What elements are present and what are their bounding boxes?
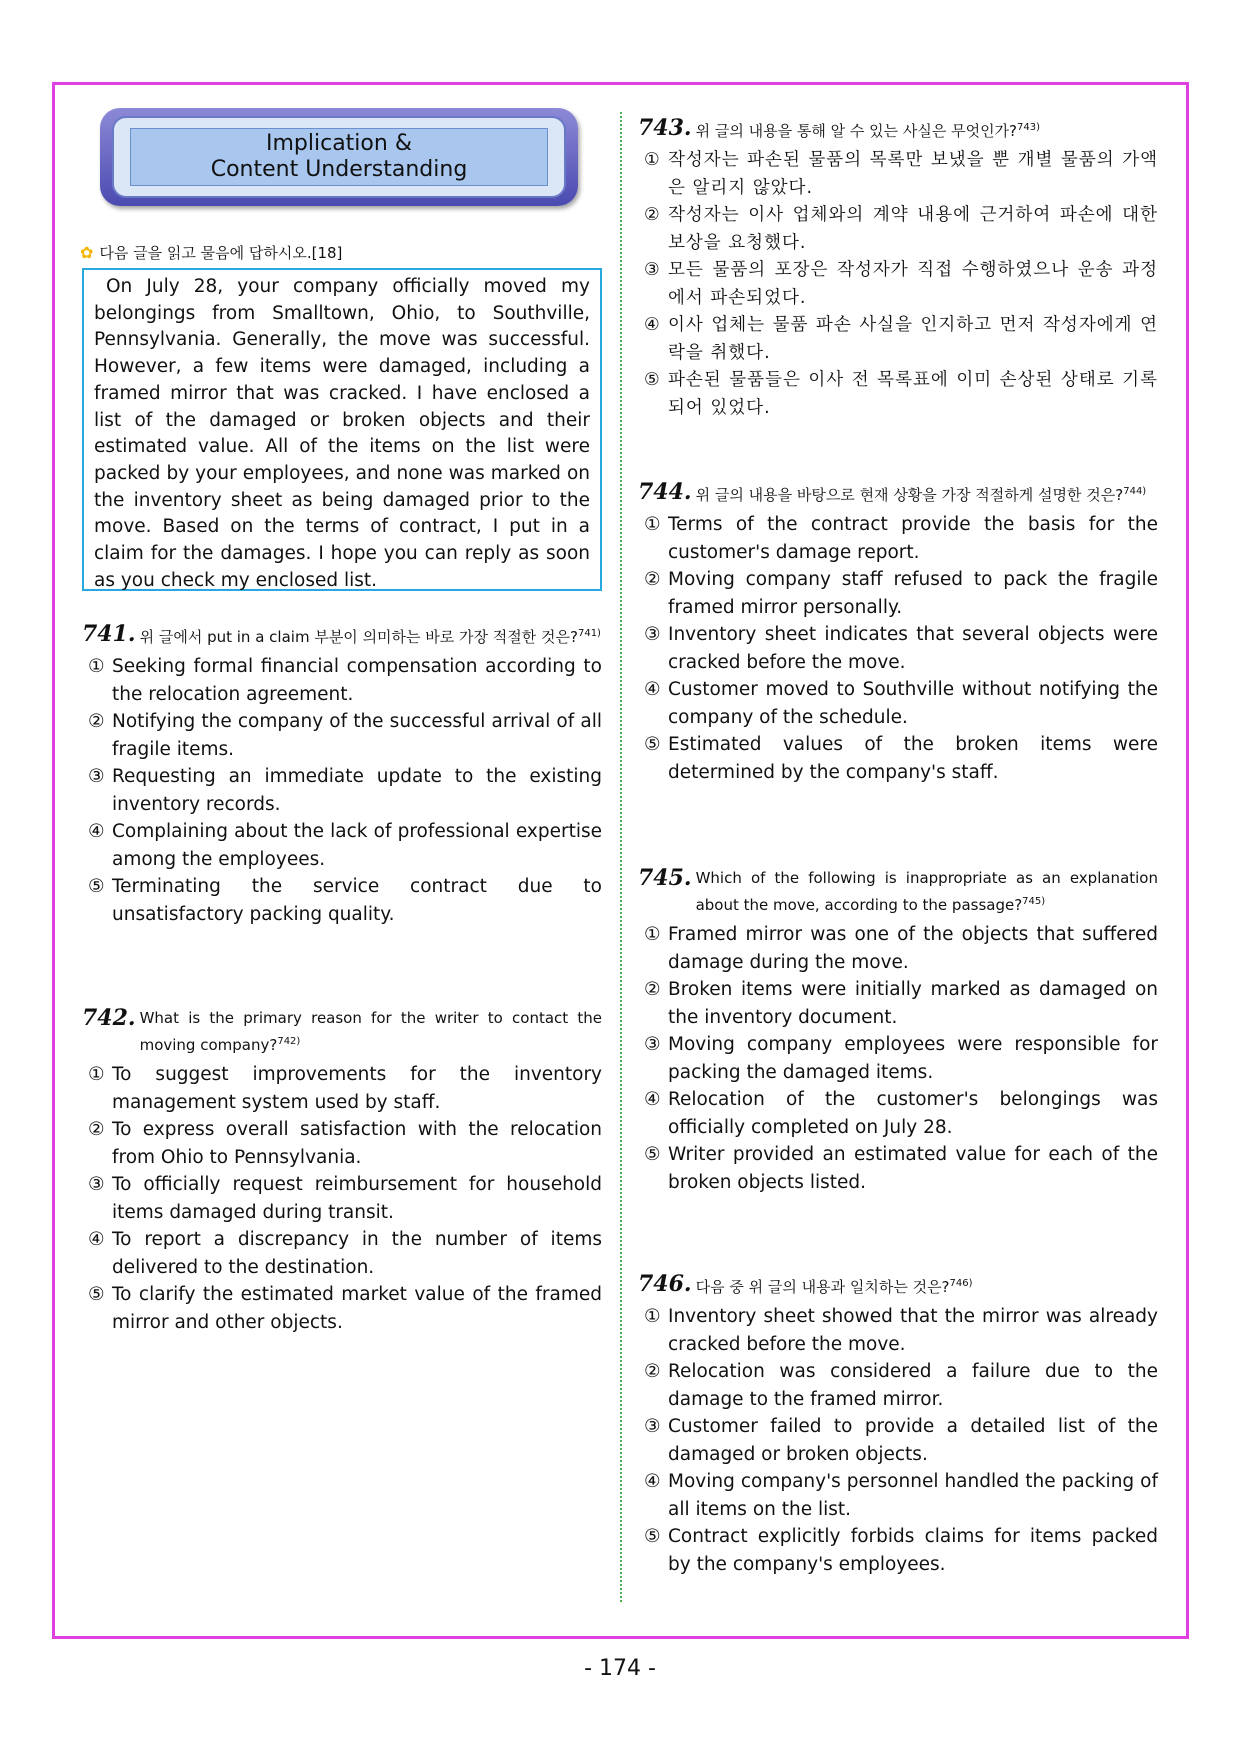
option[interactable] xyxy=(638,731,1158,786)
option[interactable] xyxy=(638,976,1158,1031)
option-text: Contract explicitly forbids claims for items packed by the company's employees. xyxy=(668,1526,1158,1575)
footnote-ref: 744) xyxy=(1123,486,1147,497)
page-number: - 174 - xyxy=(584,1656,656,1681)
footnote-ref: 746) xyxy=(949,1278,973,1289)
footnote-ref: 745) xyxy=(1022,896,1046,907)
option-mark: ② xyxy=(644,205,661,225)
option[interactable] xyxy=(638,676,1158,731)
footnote-ref: 743) xyxy=(1017,122,1041,133)
option[interactable] xyxy=(638,566,1158,621)
option-mark: ② xyxy=(644,979,661,1000)
option[interactable] xyxy=(638,1141,1158,1196)
option-text: Estimated values of the broken items were determined by the company's staff. xyxy=(668,734,1158,783)
question-745 xyxy=(638,866,1158,1196)
question-header xyxy=(82,622,602,649)
option-text: Moving company employees were responsible for packing the damaged items. xyxy=(668,1034,1158,1083)
badge-inner xyxy=(112,116,566,198)
option-mark: ③ xyxy=(644,1034,661,1055)
question-prompt: 위 글의 내용을 바탕으로 현재 상황을 가장 적절하게 설명한 것은? xyxy=(695,486,1124,504)
option[interactable] xyxy=(638,367,1158,422)
badge-box xyxy=(130,128,548,186)
option-text: 파손된 물품들은 이사 전 목록표에 이미 손상된 상태로 기록되어 있었다. xyxy=(668,370,1158,418)
option[interactable] xyxy=(638,621,1158,676)
question-number: 745. xyxy=(638,865,692,891)
question-number: 741. xyxy=(82,621,136,647)
option-mark: ③ xyxy=(644,1416,661,1437)
option[interactable] xyxy=(638,1468,1158,1523)
option[interactable] xyxy=(638,1413,1158,1468)
question-text xyxy=(140,1006,602,1057)
question-header xyxy=(638,866,1158,917)
question-number: 742. xyxy=(82,1005,136,1031)
option-list xyxy=(638,1303,1158,1578)
option[interactable] xyxy=(82,1281,602,1336)
option-text: Complaining about the lack of professional expertise among the employees. xyxy=(112,821,602,870)
question-prompt: Which of the following is inappropriate as an explanation about the move, according to the passage? xyxy=(695,869,1158,914)
question-743 xyxy=(638,116,1158,422)
question-prompt: 위 글에서 put in a claim 부분이 의미하는 바로 가장 적절한 것은? xyxy=(139,628,578,646)
option[interactable] xyxy=(82,873,602,928)
option[interactable] xyxy=(638,1086,1158,1141)
instruction xyxy=(80,242,342,263)
option-mark: ② xyxy=(644,1361,661,1382)
option-text: 작성자는 파손된 물품의 목록만 보냈을 뿐 개별 물품의 가액은 알리지 않았다. xyxy=(668,150,1158,198)
option[interactable] xyxy=(82,818,602,873)
option-text: Moving company staff refused to pack the fragile framed mirror personally. xyxy=(668,569,1158,618)
option-list xyxy=(638,511,1158,786)
option-mark: ④ xyxy=(644,679,661,700)
option[interactable] xyxy=(638,511,1158,566)
option[interactable] xyxy=(638,202,1158,257)
option-mark: ④ xyxy=(644,315,661,335)
option-text: To report a discrepancy in the number of items delivered to the destination. xyxy=(112,1229,602,1278)
option-text: Notifying the company of the successful arrival of all fragile items. xyxy=(112,711,602,760)
option-mark: ② xyxy=(88,711,105,732)
footnote-ref: 742) xyxy=(277,1036,301,1047)
option-text: Customer failed to provide a detailed list of the damaged or broken objects. xyxy=(668,1416,1158,1465)
question-header xyxy=(638,116,1158,143)
option-mark: ② xyxy=(88,1119,105,1140)
option-mark: ① xyxy=(644,514,661,535)
option-text: To suggest improvements for the inventory management system used by staff. xyxy=(112,1064,602,1113)
question-prompt: 위 글의 내용을 통해 알 수 있는 사실은 무엇인가? xyxy=(695,122,1018,140)
question-text xyxy=(696,116,1158,143)
question-text xyxy=(696,866,1158,917)
option[interactable] xyxy=(638,257,1158,312)
question-header xyxy=(82,1006,602,1057)
option[interactable] xyxy=(638,1523,1158,1578)
question-746 xyxy=(638,1272,1158,1578)
option-text: Seeking formal financial compensation according to the relocation agreement. xyxy=(112,656,602,705)
option-list xyxy=(638,921,1158,1196)
option-text: Relocation of the customer's belongings was officially completed on July 28. xyxy=(668,1089,1158,1138)
option-mark: ① xyxy=(88,1064,105,1085)
option-text: Moving company's personnel handled the packing of all items on the list. xyxy=(668,1471,1158,1520)
option-mark: ③ xyxy=(88,766,105,787)
option-mark: ⑤ xyxy=(644,370,661,390)
option[interactable] xyxy=(638,1358,1158,1413)
option[interactable] xyxy=(82,763,602,818)
option-list xyxy=(82,653,602,928)
badge-line1: Implication & xyxy=(266,131,412,156)
option-text: Framed mirror was one of the objects that suffered damage during the move. xyxy=(668,924,1158,973)
option[interactable] xyxy=(638,147,1158,202)
question-number: 744. xyxy=(638,479,692,505)
option-text: To clarify the estimated market value of the framed mirror and other objects. xyxy=(112,1284,602,1333)
footnote-ref: 741) xyxy=(577,628,601,639)
option-list xyxy=(82,1061,602,1336)
option-mark: ⑤ xyxy=(88,1284,105,1305)
question-header xyxy=(638,480,1158,507)
option[interactable] xyxy=(638,312,1158,367)
option-mark: ⑤ xyxy=(644,1144,661,1165)
instruction-text: 다음 글을 읽고 물음에 답하시오.[18] xyxy=(99,244,343,262)
option[interactable] xyxy=(638,1303,1158,1358)
question-742 xyxy=(82,1006,602,1336)
option[interactable] xyxy=(82,1171,602,1226)
question-number: 746. xyxy=(638,1271,692,1297)
option-text: Writer provided an estimated value for each of the broken objects listed. xyxy=(668,1144,1158,1193)
option-mark: ① xyxy=(644,924,661,945)
passage-box: On July 28, your company officially moved my belongings from Smalltown, Ohio, to Southville, Pennsylvania. Generally, the move was successful. However, a few items were damaged, including a framed mirror that was cracked. I have enclosed a list of the damaged or broken objects and their estimated value. All of the items on the list were packed by your employees, and none was marked on the inventory sheet as being damaged prior to the move. Based on the terms of contract, I put in a claim for the damages. I hope you can reply as soon as you check my enclosed list. xyxy=(82,268,602,591)
question-header xyxy=(638,1272,1158,1299)
option-mark: ① xyxy=(88,656,105,677)
question-text xyxy=(696,1272,1158,1299)
option-text: To express overall satisfaction with the relocation from Ohio to Pennsylvania. xyxy=(112,1119,602,1168)
option-mark: ④ xyxy=(88,1229,105,1250)
option-mark: ⑤ xyxy=(644,1526,661,1547)
option-mark: ③ xyxy=(644,260,661,280)
option[interactable] xyxy=(82,1061,602,1116)
option-text: To officially request reimbursement for household items damaged during transit. xyxy=(112,1174,602,1223)
question-prompt: 다음 중 위 글의 내용과 일치하는 것은? xyxy=(695,1278,950,1296)
option-mark: ⑤ xyxy=(88,876,105,897)
question-prompt: What is the primary reason for the writer to contact the moving company? xyxy=(139,1009,602,1054)
option-text: Inventory sheet indicates that several objects were cracked before the move. xyxy=(668,624,1158,673)
option-mark: ① xyxy=(644,1306,661,1327)
option[interactable] xyxy=(82,1116,602,1171)
option[interactable] xyxy=(82,708,602,763)
option[interactable] xyxy=(638,1031,1158,1086)
option-mark: ① xyxy=(644,150,661,170)
option[interactable] xyxy=(82,653,602,708)
option-text: 모든 물품의 포장은 작성자가 직접 수행하였으나 운송 과정에서 파손되었다. xyxy=(668,260,1158,308)
option-text: Relocation was considered a failure due to the damage to the framed mirror. xyxy=(668,1361,1158,1410)
option-text: 작성자는 이사 업체와의 계약 내용에 근거하여 파손에 대한 보상을 요청했다. xyxy=(668,205,1158,253)
question-741 xyxy=(82,622,602,928)
option-mark: ④ xyxy=(88,821,105,842)
option-mark: ② xyxy=(644,569,661,590)
flower-icon: ✿ xyxy=(80,243,94,262)
option-text: Customer moved to Southville without notifying the company of the schedule. xyxy=(668,679,1158,728)
option-mark: ④ xyxy=(644,1471,661,1492)
column-divider xyxy=(620,112,622,1602)
option-text: 이사 업체는 물품 파손 사실을 인지하고 먼저 작성자에게 연락을 취했다. xyxy=(668,315,1158,363)
question-text xyxy=(696,480,1158,507)
section-title-badge xyxy=(100,108,578,206)
option-mark: ③ xyxy=(88,1174,105,1195)
option-mark: ④ xyxy=(644,1089,661,1110)
option-text: Terminating the service contract due to unsatisfactory packing quality. xyxy=(112,876,602,925)
question-text xyxy=(140,622,602,649)
option-text: Requesting an immediate update to the existing inventory records. xyxy=(112,766,602,815)
option-mark: ⑤ xyxy=(644,734,661,755)
option-mark: ③ xyxy=(644,624,661,645)
option-text: Terms of the contract provide the basis for the customer's damage report. xyxy=(668,514,1158,563)
option-list xyxy=(638,147,1158,422)
option[interactable] xyxy=(638,921,1158,976)
option-text: Broken items were initially marked as damaged on the inventory document. xyxy=(668,979,1158,1028)
option[interactable] xyxy=(82,1226,602,1281)
option-text: Inventory sheet showed that the mirror was already cracked before the move. xyxy=(668,1306,1158,1355)
question-744 xyxy=(638,480,1158,786)
question-number: 743. xyxy=(638,115,692,141)
badge-line2: Content Understanding xyxy=(210,157,468,182)
